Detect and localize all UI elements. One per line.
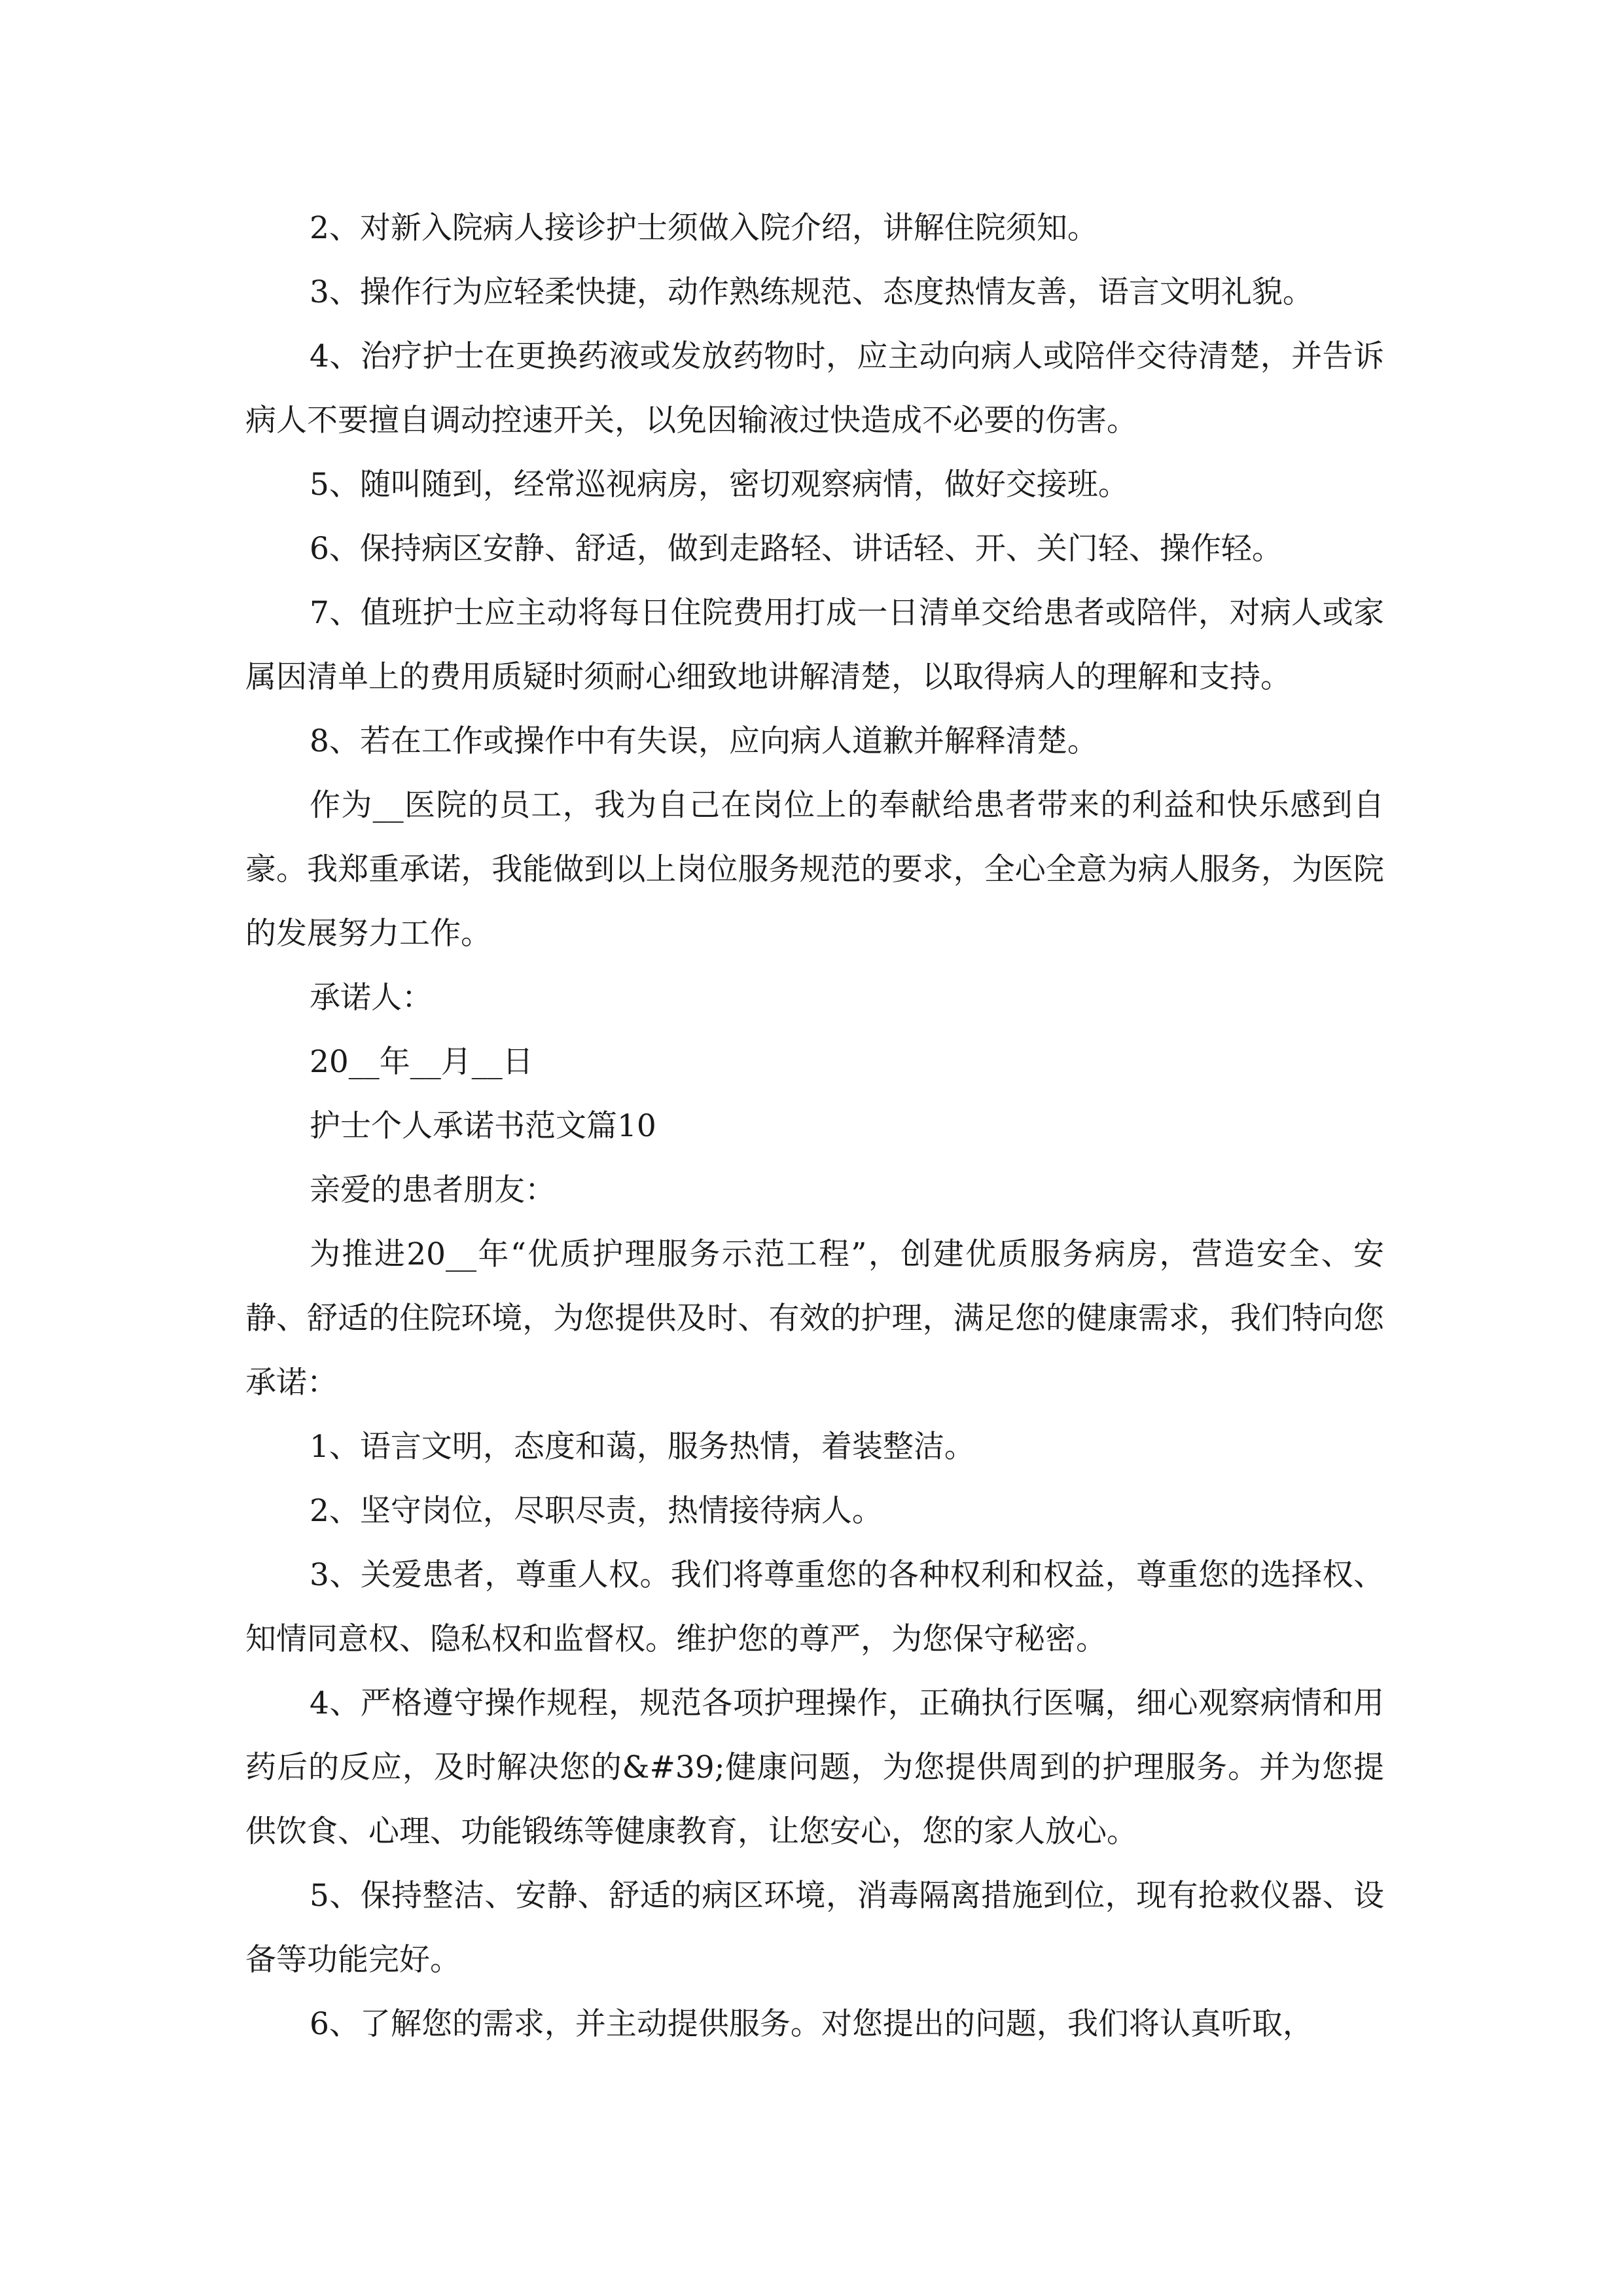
paragraph-item-2: 2、对新入院病人接诊护士须做入院介绍，讲解住院须知。 xyxy=(310,210,1098,246)
promise-item-5: 5、保持整洁、安静、舒适的病区环境，消毒隔离措施到位，现有抢救仪器、设备等功能完好。 xyxy=(245,1878,1384,1978)
intro-paragraph: 为推进20__年“优质护理服务示范工程”，创建优质服务病房，营造安全、安静、舒适的住院环境，为您提供及时、有效的护理，满足您的健康需求，我们特向您承诺： xyxy=(245,1236,1384,1401)
document-body xyxy=(245,196,1384,2056)
paragraph-item-7: 7、值班护士应主动将每日住院费用打成一日清单交给患者或陪伴，对病人或家属因清单上的费用质疑时须耐心细致地讲解清楚，以取得病人的理解和支持。 xyxy=(245,595,1384,695)
pledger-label: 承诺人： xyxy=(310,980,433,1016)
paragraph-item-3: 3、操作行为应轻柔快捷，动作熟练规范、态度热情友善，语言文明礼貌。 xyxy=(310,274,1313,310)
paragraph-item-4: 4、治疗护士在更换药液或发放药物时，应主动向病人或陪伴交待清楚，并告诉病人不要擅自调动控速开关，以免因输液过快造成不必要的伤害。 xyxy=(245,338,1384,439)
date-line: 20__年__月__日 xyxy=(310,1044,533,1080)
paragraph-item-6: 6、保持病区安静、舒适，做到走路轻、讲话轻、开、关门轻、操作轻。 xyxy=(310,531,1283,567)
promise-item-3: 3、关爱患者，尊重人权。我们将尊重您的各种权利和权益，尊重您的选择权、知情同意权、隐私权和监督权。维护您的尊严，为您保守秘密。 xyxy=(245,1557,1384,1657)
promise-item-4: 4、严格遵守操作规程，规范各项护理操作，正确执行医嘱，细心观察病情和用药后的反应，及时解决您的&#39;健康问题，为您提供周到的护理服务。并为您提供饮食、心理、功能锻练等健康教育，让您安心，您的家人放心。 xyxy=(245,1685,1384,1850)
salutation: 亲爱的患者朋友： xyxy=(310,1172,556,1208)
promise-item-6: 6、了解您的需求，并主动提供服务。对您提出的问题，我们将认真听取， xyxy=(310,2006,1313,2042)
pledge-statement: 作为__医院的员工，我为自己在岗位上的奉献给患者带来的利益和快乐感到自豪。我郑重承诺，我能做到以上岗位服务规范的要求，全心全意为病人服务，为医院的发展努力工作。 xyxy=(245,787,1384,952)
promise-item-2: 2、坚守岗位，尽职尽责，热情接待病人。 xyxy=(310,1493,883,1529)
promise-item-1: 1、语言文明，态度和蔼，服务热情，着装整洁。 xyxy=(310,1429,975,1465)
paragraph-item-5: 5、随叫随到，经常巡视病房，密切观察病情，做好交接班。 xyxy=(310,467,1129,503)
section-title: 护士个人承诺书范文篇10 xyxy=(310,1108,656,1144)
paragraph-item-8: 8、若在工作或操作中有失误，应向病人道歉并解释清楚。 xyxy=(310,723,1098,759)
